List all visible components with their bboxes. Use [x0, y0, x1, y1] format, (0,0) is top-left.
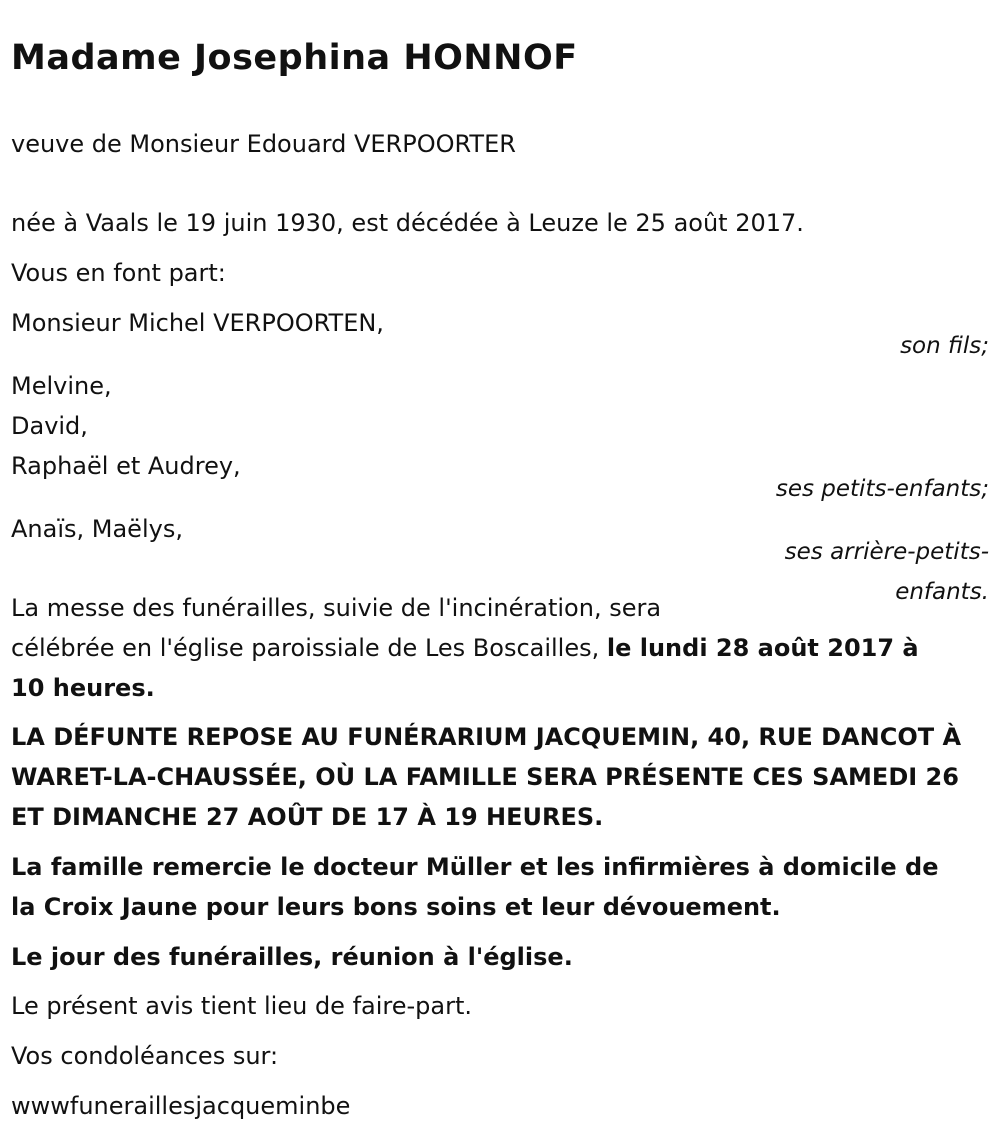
birth-death-line: née à Vaals le 19 juin 1930, est décédée à Leuze le 25 août 2017.	[11, 209, 804, 237]
condolences-intro: Vos condoléances sur:	[11, 1042, 279, 1070]
announce-intro: Vous en font part:	[11, 259, 226, 287]
widow-of-line: veuve de Monsieur Edouard VERPOORTER	[11, 130, 516, 158]
grandchild-1: Melvine,	[11, 372, 112, 400]
mass-line-2	[11, 632, 919, 664]
repose-line-1: LA DÉFUNTE REPOSE AU FUNÉRARIUM JACQUEMIN, 40, RUE DANCOT À	[11, 723, 962, 751]
page-title: Madame Josephina HONNOF	[11, 38, 578, 78]
grandchildren-role: ses petits-enfants;	[775, 476, 989, 502]
repose-line-3: ET DIMANCHE 27 AOÛT DE 17 À 19 HEURES.	[11, 803, 604, 831]
meeting-line: Le jour des funérailles, réunion à l'église.	[11, 943, 573, 971]
thanks-line-2: la Croix Jaune pour leurs bons soins et leur dévouement.	[11, 893, 781, 921]
great-grandchildren-role-line2: enfants.	[895, 579, 989, 605]
mass-location: célébrée en l'église paroissiale de Les Boscailles,	[11, 634, 607, 662]
grandchild-2: David,	[11, 412, 88, 440]
mass-line-1: La messe des funérailles, suivie de l'incinération, sera	[11, 594, 662, 622]
great-grandchildren-role-line1: ses arrière-petits-	[784, 539, 989, 565]
mass-date: le lundi 28 août 2017 à	[606, 634, 919, 662]
repose-line-2: WARET-LA-CHAUSSÉE, OÙ LA FAMILLE SERA PRÉSENTE CES SAMEDI 26	[11, 763, 959, 791]
thanks-line-1: La famille remercie le docteur Müller et les infirmières à domicile de	[11, 853, 939, 881]
grandchild-3: Raphaël et Audrey,	[11, 452, 241, 480]
mass-time: 10 heures.	[11, 674, 155, 702]
son-name: Monsieur Michel VERPOORTEN,	[11, 309, 384, 337]
notice-line: Le présent avis tient lieu de faire-part.	[11, 992, 473, 1020]
website-link[interactable]: wwwfuneraillesjacqueminbe	[11, 1092, 351, 1120]
son-role: son fils;	[900, 333, 989, 359]
great-grandchildren-names: Anaïs, Maëlys,	[11, 515, 183, 543]
